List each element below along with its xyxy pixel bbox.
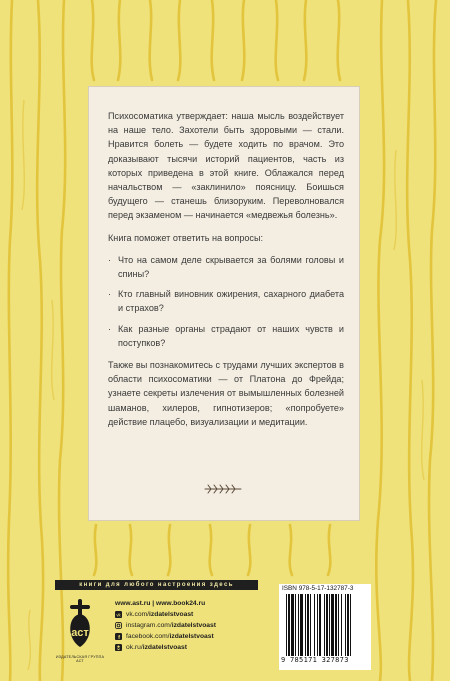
social-prefix: facebook.com/ (126, 633, 170, 640)
questions-intro: Книга поможет ответить на вопросы: (108, 232, 264, 243)
social-link-instagram[interactable] (115, 620, 216, 631)
publisher-links (115, 598, 216, 653)
svg-text:f: f (118, 635, 120, 640)
barcode-block (279, 584, 371, 670)
svg-text:vk: vk (116, 612, 121, 618)
social-handle: izdatelstvoast (169, 633, 214, 640)
description-panel (88, 86, 360, 521)
social-handle: izdatelstvoast (171, 622, 216, 629)
social-link-facebook[interactable] (115, 631, 216, 642)
question-item: · Что на самом деле скрывается за болями головы и спины? (108, 253, 344, 281)
vk-icon (115, 611, 122, 618)
social-handle: izdatelstvoast (149, 611, 194, 618)
social-prefix: instagram.com/ (126, 622, 172, 629)
intro-paragraph: Психосоматика утверждает: наша мысль воздействует на наше тело. Захотели быть здоровыми — стали. Нравится болеть — будете ходить по врачом. Это доказывают тысячи историй пациентов, часть из которых приведена в этой книге. Облажался перед начальством — «заклинило» поясницу. Боишься будущего — станешь близоруким. Переволновался перед экзаменом — начинается «медвежья болезнь». (108, 111, 344, 221)
odnoklassniki-icon (115, 644, 122, 651)
closing-paragraph: Также вы познакомитесь с трудами лучших экспертов в области психосоматики — от Платона до Фрейда; узнаете секреты излечения от вымышленных болезней шаманов, хилеров, гипнотизеров; «попробуете» действие плацебо, визуализации и медитации. (108, 360, 344, 427)
logo-text: аст (71, 627, 89, 639)
social-prefix: ok.ru/ (126, 644, 143, 651)
sprig-ornament-icon (203, 482, 243, 496)
description-text (108, 109, 344, 437)
social-link-vk[interactable] (115, 609, 216, 620)
logo-caption: ИЗДАТЕЛЬСКАЯ ГРУППА АСТ (55, 655, 105, 663)
isbn-text: ISBN 978-5-17-132787-3 (282, 585, 354, 592)
question-item: · Кто главный виновник ожирения, сахарного диабета и страхов? (108, 287, 344, 315)
social-handle: izdatelstvoast (142, 644, 187, 651)
facebook-icon (115, 633, 122, 640)
publisher-slogan: книги для любого настроения здесь (55, 580, 258, 590)
website-link[interactable]: www.ast.ru | www.book24.ru (115, 600, 206, 607)
barcode-bars (285, 594, 367, 656)
question-item: · Как разные органы страдают от наших чувств и поступков? (108, 322, 344, 350)
barcode-number: 9 785171 327873 (281, 656, 349, 664)
instagram-icon (115, 622, 122, 629)
ast-logo-icon (60, 598, 100, 650)
social-link-ok[interactable] (115, 642, 216, 653)
social-prefix: vk.com/ (126, 611, 150, 618)
